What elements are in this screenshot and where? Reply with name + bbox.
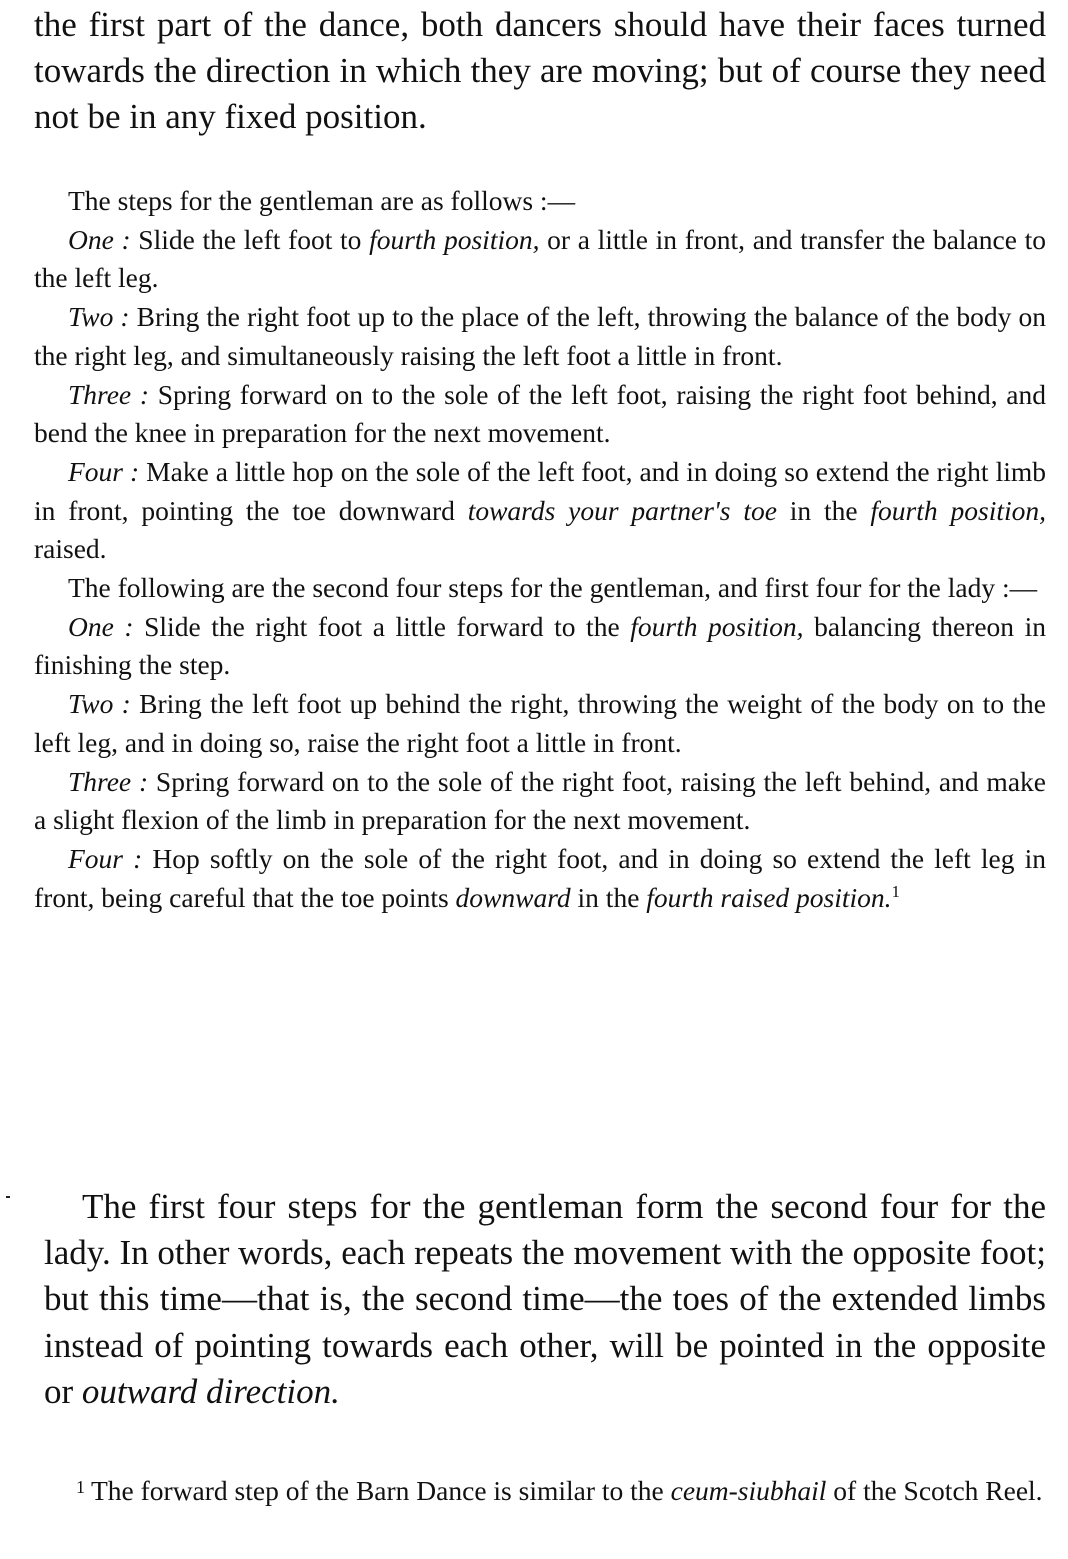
step-label: Four : — [68, 455, 140, 487]
intro-paragraph: the first part of the dance, both dancers should have their faces turned towards the direction in which they are moving; but of course they need not be in any fixed position. — [34, 5, 1046, 136]
footnote-mark: 1 — [76, 1477, 85, 1497]
gentleman-heading: The steps for the gentleman are as follows :— — [68, 185, 576, 216]
step-text: balancing thereon in finishing the step. — [34, 610, 1046, 681]
footnote — [44, 1470, 1046, 1508]
step-label: Two : — [68, 688, 131, 720]
step-label: Four : — [68, 842, 143, 874]
closing-paragraph — [44, 1184, 1046, 1415]
step-emphasis: fourth position, — [630, 610, 804, 642]
step-text: Spring forward on to the sole of the left foot, raising the right foot behind, and bend the knee in preparation for the next movement. — [34, 378, 1047, 449]
step-emphasis: downward — [455, 881, 571, 913]
step-emphasis: fourth position, — [369, 223, 540, 255]
step-text: Spring forward on to the sole of the right foot, raising the left behind, and make a slight flexion of the limb in preparation for the next movement. — [34, 765, 1046, 836]
steps-section — [34, 182, 1046, 917]
step-emphasis: fourth raised position. — [646, 881, 892, 913]
step-text: Hop softly on the sole of the right foot, and in doing so extend the left leg in front, being careful that the toe points — [34, 842, 1046, 913]
step-text: Make a little hop on the sole of the left foot, and in doing so extend the right limb in front, pointing the toe downward — [34, 455, 1046, 526]
footnote-emphasis: ceum-siubhail — [670, 1475, 827, 1506]
footnote-text: of the Scotch Reel. — [826, 1475, 1043, 1506]
step-lady-two — [34, 685, 1046, 762]
step-emphasis: towards your partner's toe — [467, 494, 777, 526]
step-emphasis: fourth position, — [870, 494, 1046, 526]
step-text: Bring the right foot up to the place of the left, throwing the balance of the body on the right leg, and simultaneously raising the left foot a little in front. — [34, 301, 1046, 371]
step-text: raised. — [34, 533, 107, 565]
closing-emphasis: outward direction. — [81, 1371, 340, 1411]
step-lady-one — [34, 608, 1046, 685]
step-text: in the — [776, 494, 871, 526]
step-text: Slide the right foot a little forward to the — [133, 610, 631, 642]
step-text: Slide the left foot to — [130, 223, 370, 255]
second-heading: The following are the second four steps for the gentleman, and first four for the lady :— — [68, 572, 1038, 604]
step-gentleman-one — [34, 221, 1046, 298]
step-text: or a little in front, and transfer the balance to the left leg. — [34, 223, 1046, 294]
step-gentleman-three — [34, 376, 1046, 453]
step-lady-three — [34, 763, 1046, 840]
step-label: One : — [68, 610, 134, 642]
step-text: Bring the left foot up behind the right, throwing the weight of the body on to the left leg, and in doing so, raise the right foot a little in front. — [34, 688, 1046, 758]
footnote-text: The forward step of the Barn Dance is similar to the — [91, 1475, 671, 1506]
step-label: Three : — [68, 765, 149, 797]
step-lady-four — [34, 840, 1046, 917]
margin-mark — [6, 1196, 10, 1198]
step-label: One : — [68, 223, 131, 255]
step-gentleman-four — [34, 453, 1046, 569]
step-label: Two : — [68, 301, 130, 333]
step-label: Three : — [68, 378, 150, 410]
footnote-reference: 1 — [891, 881, 901, 901]
closing-text: The first four steps for the gentleman form the second four for the lady. In other words, each repeats the movement with the opposite foot; but this time—that is, the second time—the toes of the extended limbs instead of pointing towards each other, will be pointed in the opposite or — [44, 1187, 1046, 1411]
step-gentleman-two — [34, 298, 1046, 375]
step-text: in the — [570, 881, 647, 913]
